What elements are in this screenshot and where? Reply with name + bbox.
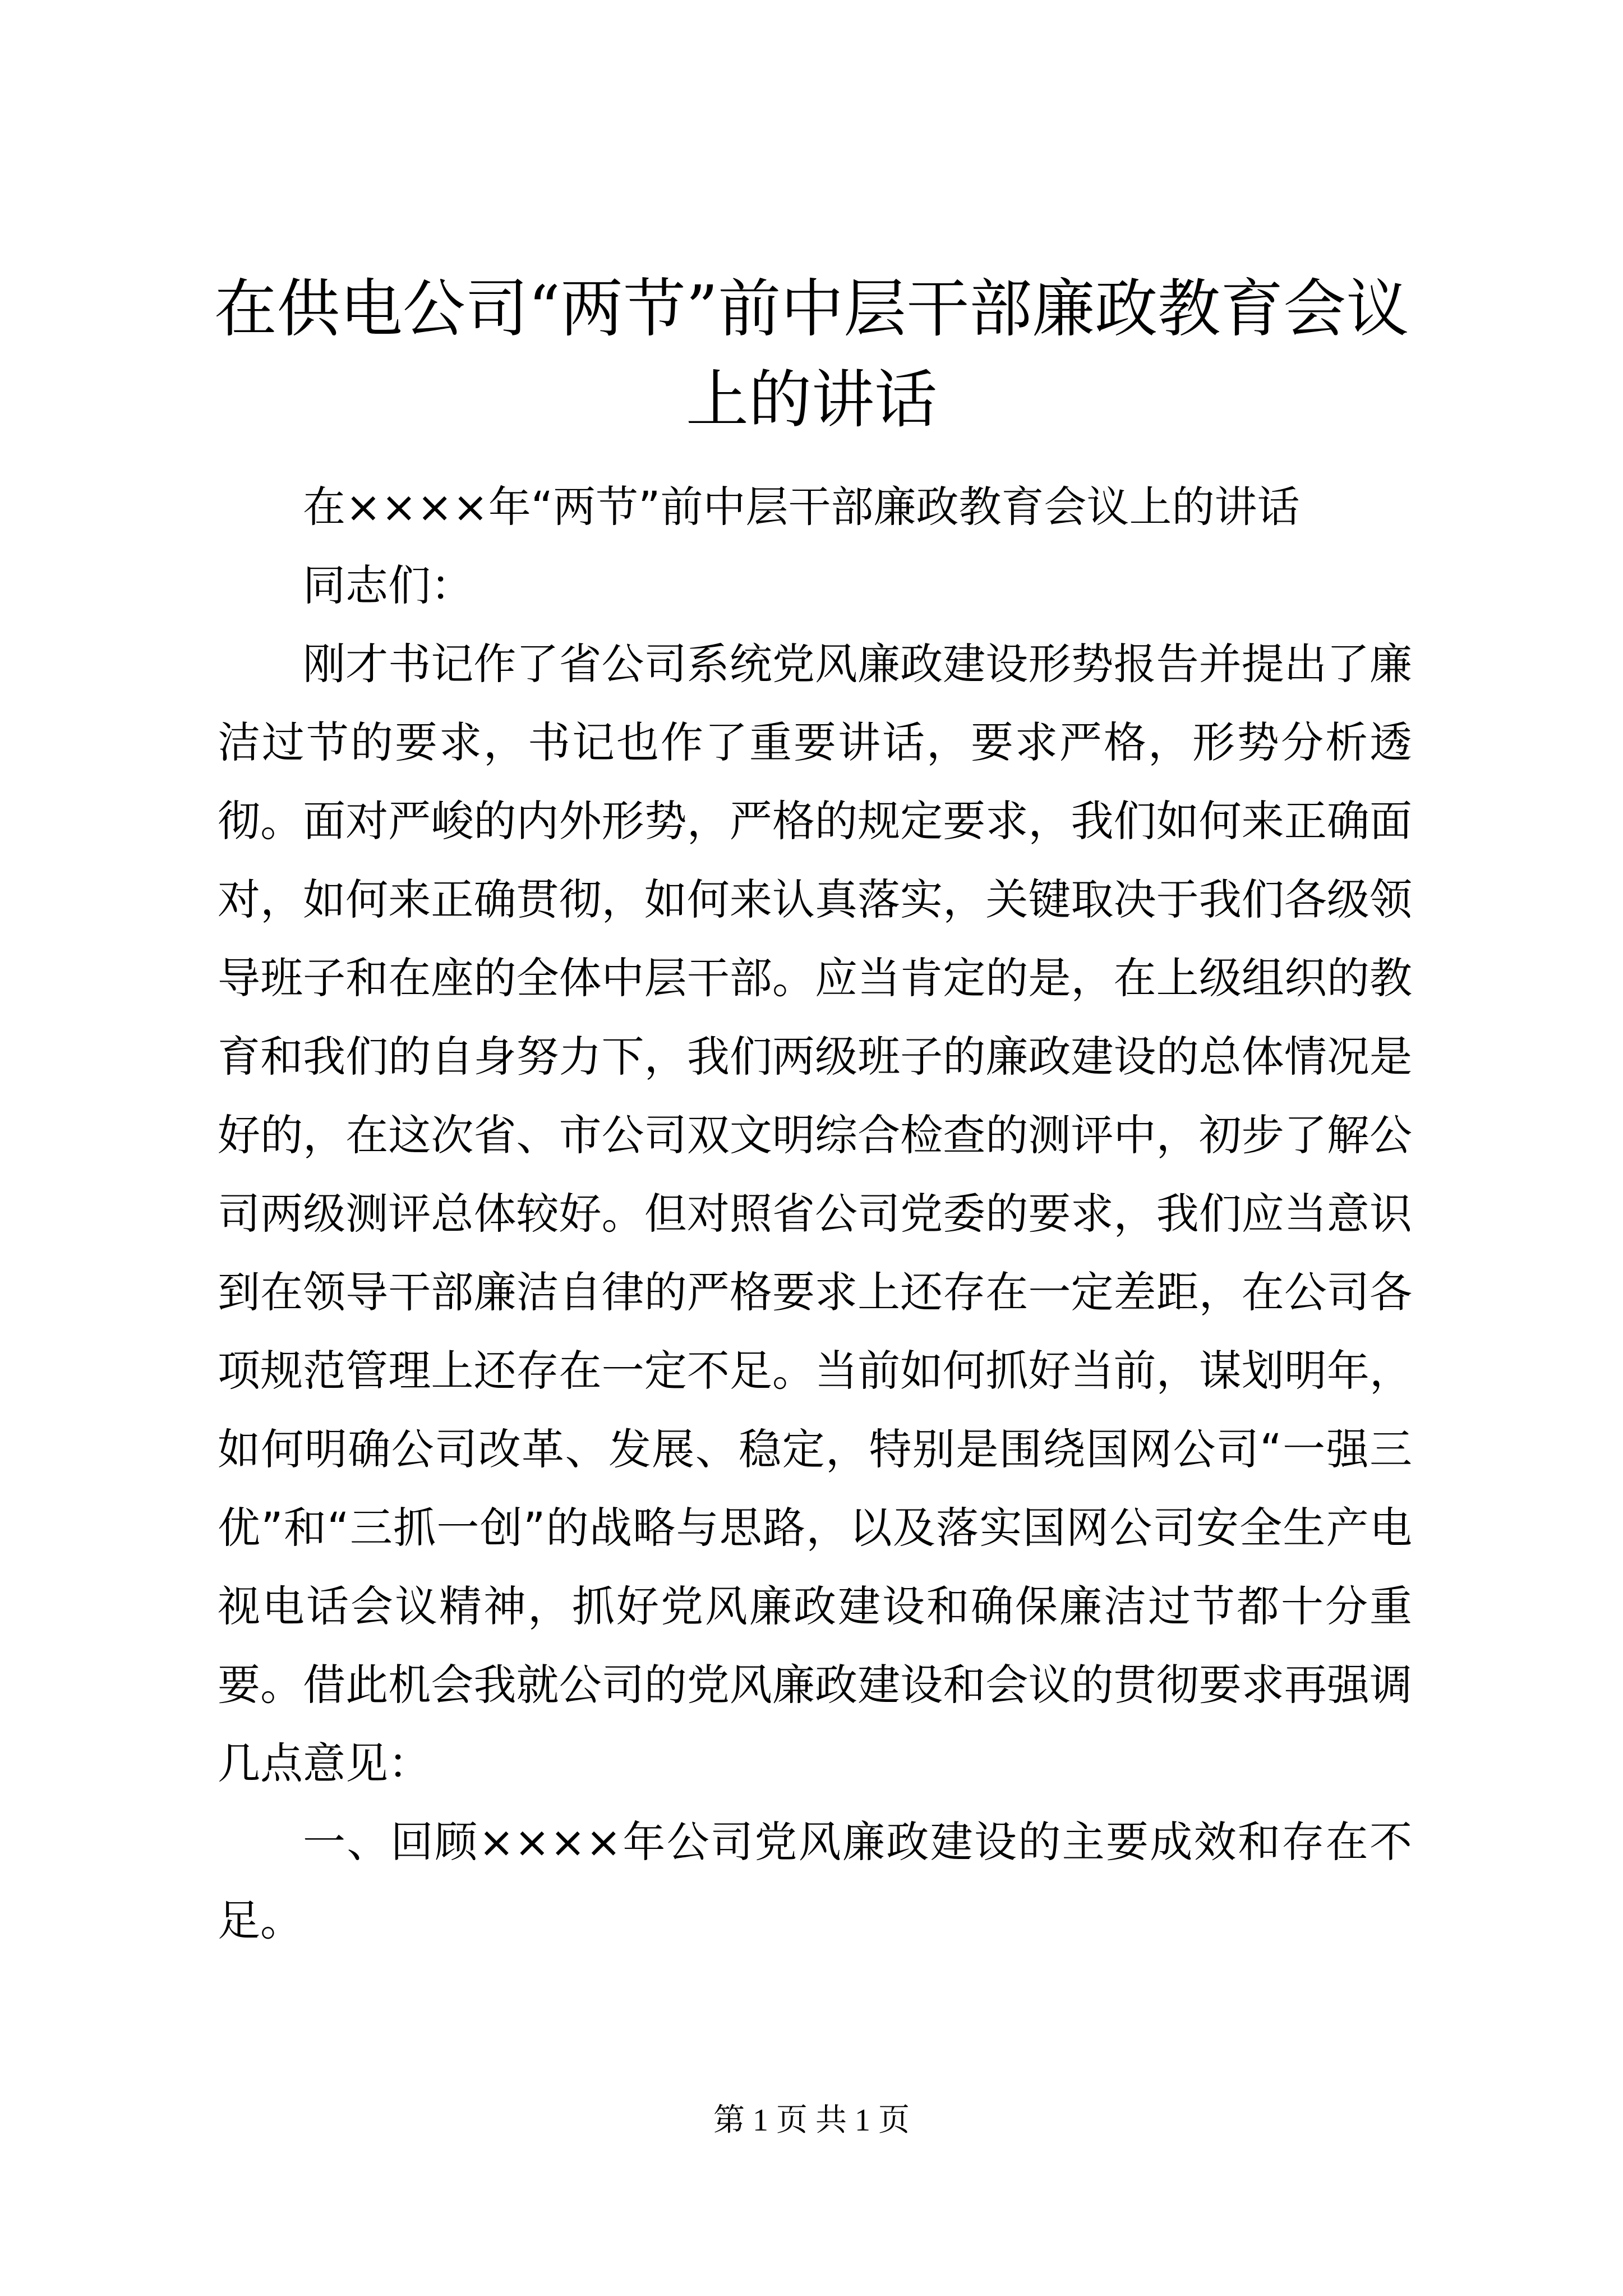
- body-paragraph: 刚才书记作了省公司系统党风廉政建设形势报告并提出了廉洁过节的要求，书记也作了重要讲话，要求严格，形势分析透彻。面对严峻的内外形势，严格的规定要求，我们如何来正确面对，如何来正确贯彻，如何来认真落实，关键取决于我们各级领导班子和在座的全体中层干部。应当肯定的是，在上级组织的教育和我们的自身努力下，我们两级班子的廉政建设的总体情况是好的，在这次省、市公司双文明综合检查的测评中，初步了解公司两级测评总体较好。但对照省公司党委的要求，我们应当意识到在领导干部廉洁自律的严格要求上还存在一定差距，在公司各项规范管理上还存在一定不足。当前如何抓好当前，谋划明年，如何明确公司改革、发展、稳定，特别是围绕国网公司“一强三优”和“三抓一创”的战略与思路，以及落实国网公司安全生产电视电话会议精神，抓好党风廉政建设和确保廉洁过节都十分重要。借此机会我就公司的党风廉政建设和会议的贯彻要求再强调几点意见：: [218, 639, 1412, 1788]
- page-number-footer: 第 1 页 共 1 页: [713, 2103, 910, 2138]
- document-title: 在供电公司“两节”前中层干部廉政教育会议上的讲话: [214, 273, 1409, 436]
- document-body: [218, 468, 1412, 1960]
- salutation-paragraph: 同志们：: [303, 560, 473, 610]
- subtitle-paragraph: 在××××年“两节”前中层干部廉政教育会议上的讲话: [303, 482, 1300, 532]
- section-heading-paragraph: 一、回顾××××年公司党风廉政建设的主要成效和存在不足。: [218, 1817, 1412, 1945]
